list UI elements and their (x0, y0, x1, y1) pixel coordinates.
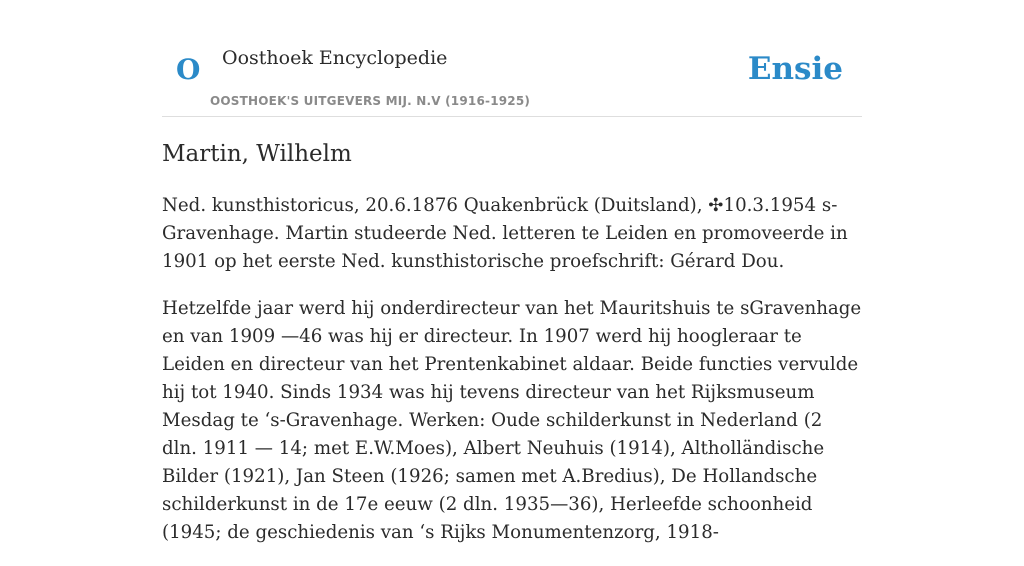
entry-body (162, 192, 862, 566)
entry-paragraph: Ned. kunsthistoricus, 20.6.1876 Quakenbrück (Duitsland), ✣10.3.1954 s-Gravenhage. Martin studeerde Ned. letteren te Leiden en promoveerde in 1901 op het eerste Ned. kunsthistorische proefschrift: Gérard Dou. (162, 195, 848, 272)
book-logo[interactable]: O (176, 53, 201, 86)
publisher-label: OOSTHOEK'S UITGEVERS MIJ. N.V (1916-1925) (210, 94, 531, 108)
ensie-logo-link[interactable]: Ensie (747, 51, 843, 87)
book-header (162, 0, 862, 117)
page (162, 0, 862, 543)
entry-paragraph: Hetzelfde jaar werd hij onderdirecteur van het Mauritshuis te sGravenhage en van 1909 —46 was hij er directeur. In 1907 werd hij hoogleraar te Leiden en directeur van het Prentenkabinet aldaar. Beide functies vervulde hij tot 1940. Sinds 1934 was hij tevens directeur van het Rijksmuseum Mesdag te ‘s-Gravenhage. Werken: Oude schilderkunst in Nederland (2 dln. 1911 — 14; met E.W.Moes), Albert Neuhuis (1914), Altholländische Bilder (1921), Jan Steen (1926; samen met A.Bredius), De Hollandsche schilderkunst in de 17e eeuw (2 dln. 1935—36), Herleefde schoonheid (1945; de geschiedenis van ‘s Rijks Monumentenzorg, 1918- (162, 298, 862, 543)
entry-title: Martin, Wilhelm (162, 141, 352, 167)
book-title-link[interactable]: Oosthoek Encyclopedie (222, 47, 448, 69)
